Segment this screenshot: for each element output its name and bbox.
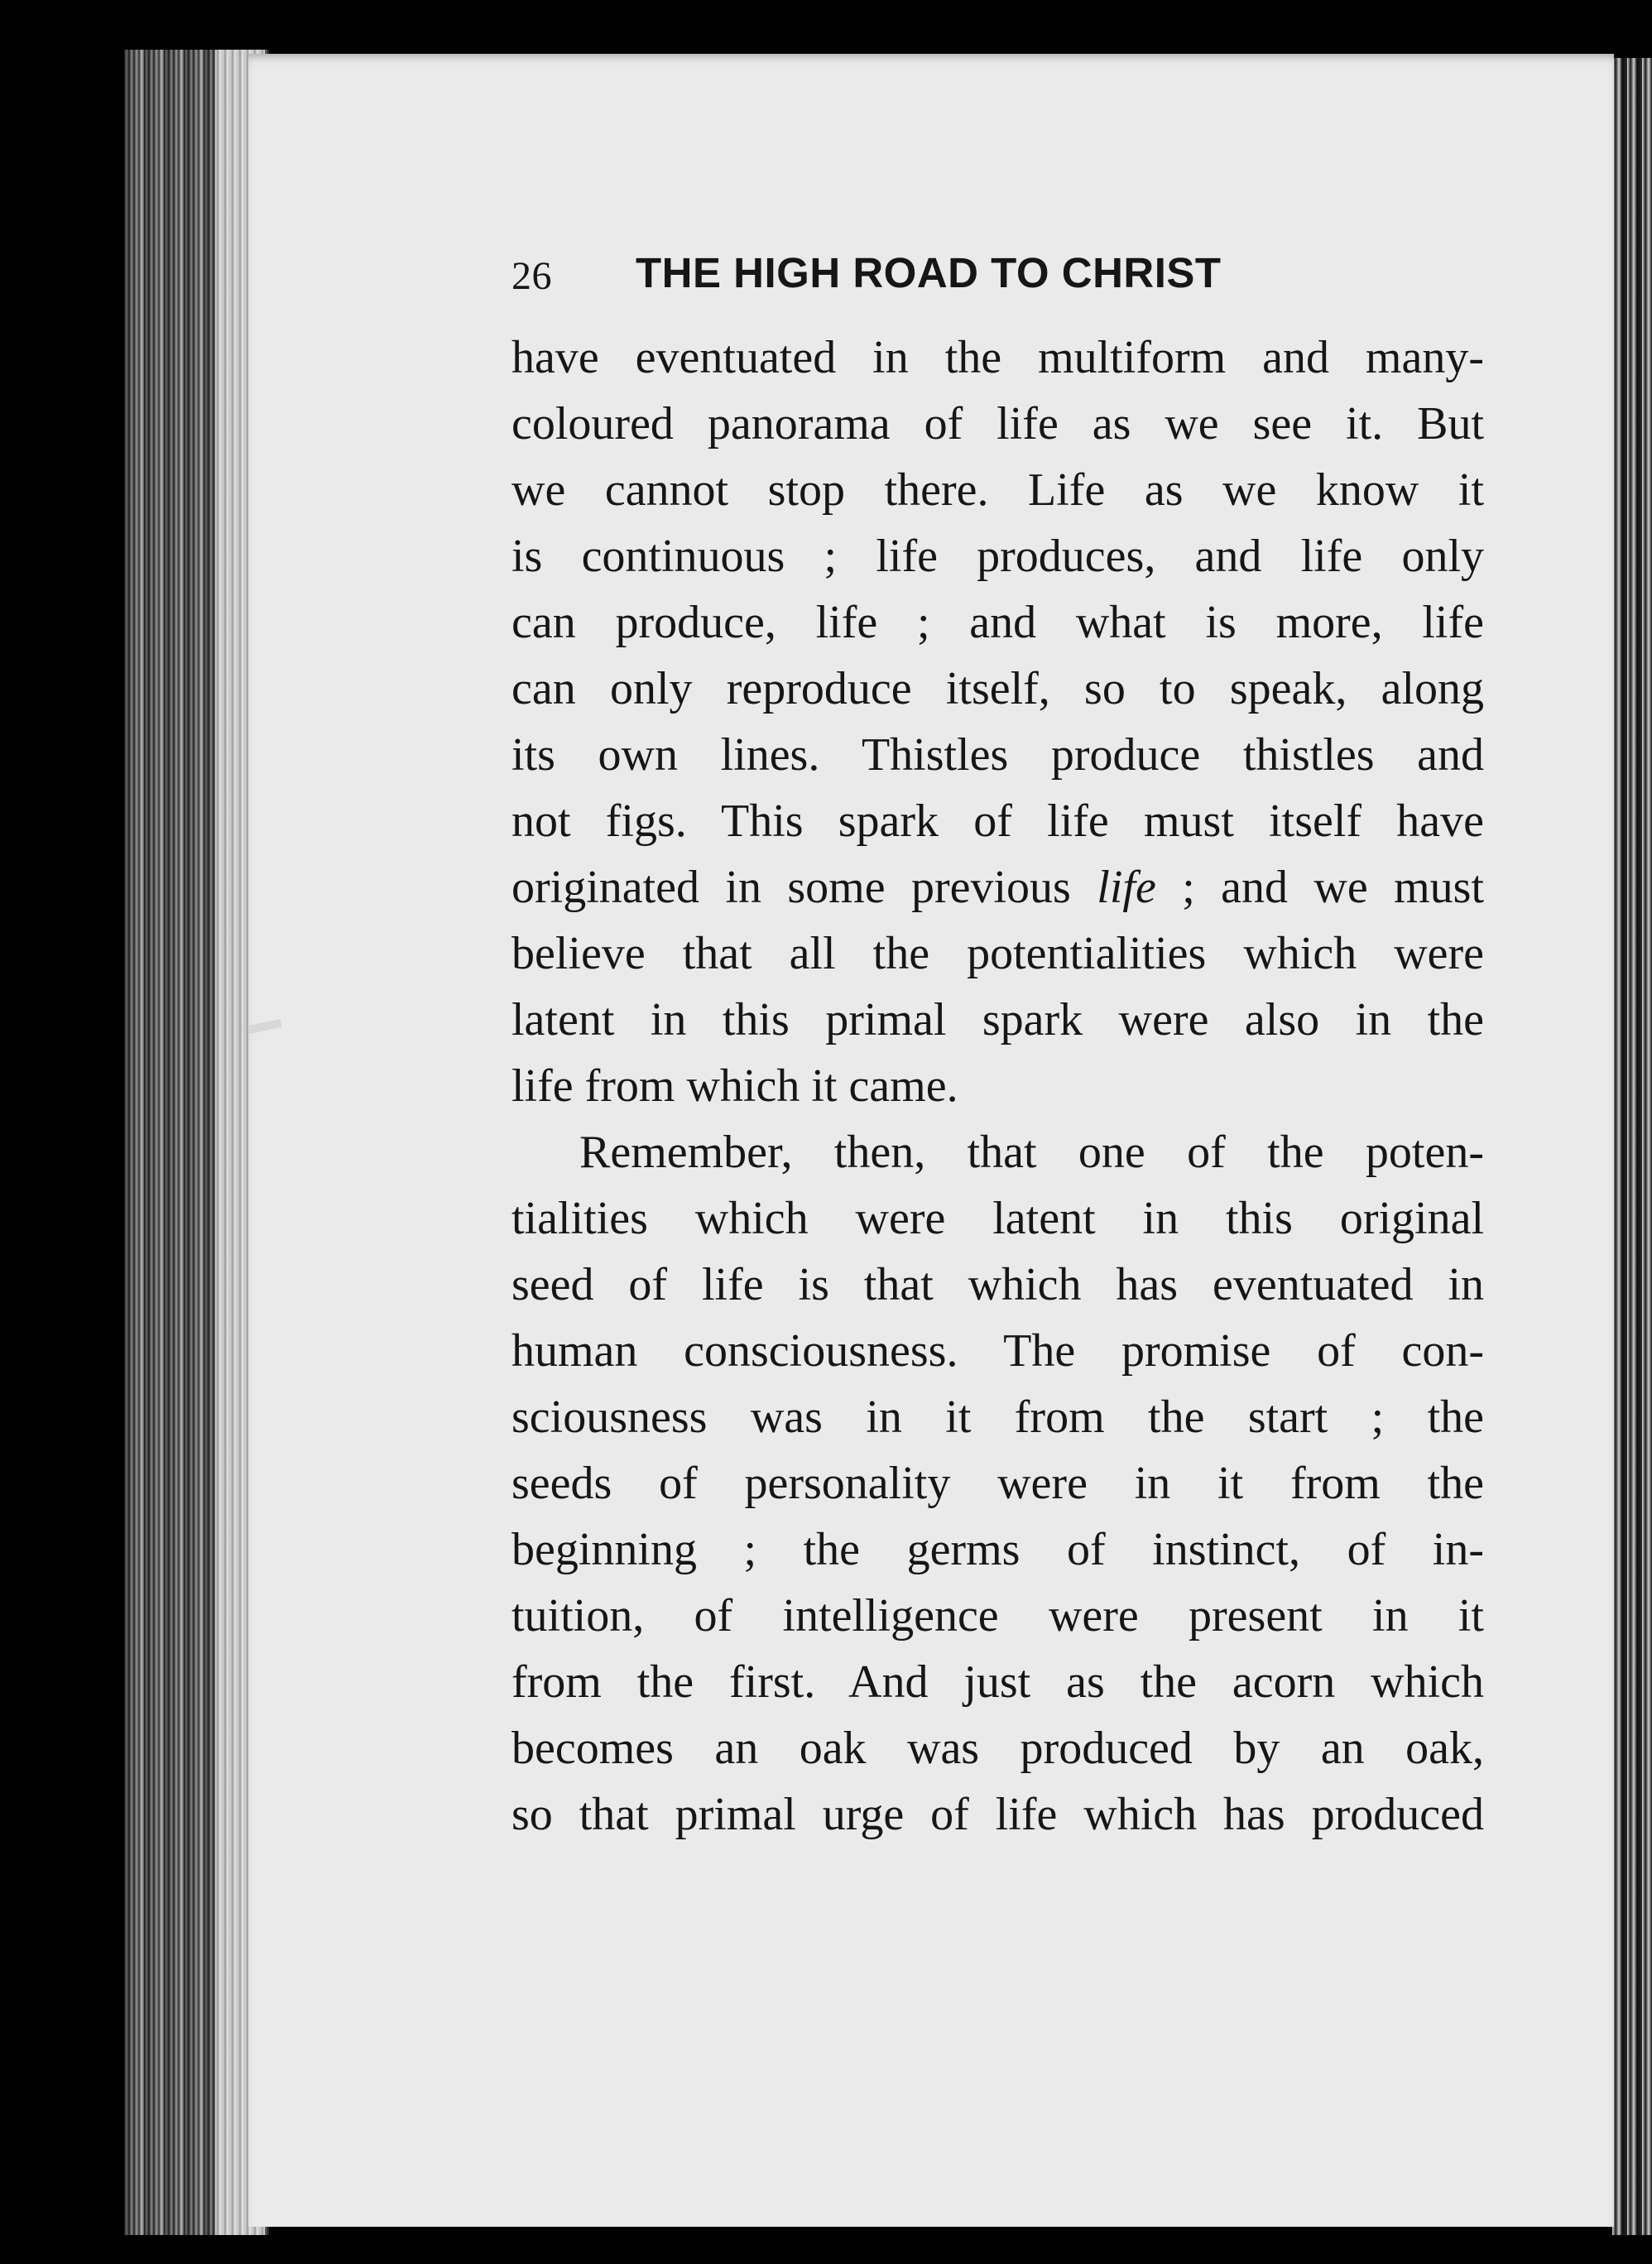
text-line: becomes an oak was produced by an oak,	[511, 1723, 1484, 1774]
text-line: we cannot stop there. Life as we know it	[511, 464, 1484, 516]
text-line: life from which it came.	[511, 1060, 958, 1112]
text-line: can produce, life ; and what is more, life	[511, 597, 1484, 648]
paragraph-2	[511, 1119, 1484, 1848]
text-line: tialities which were latent in this original	[511, 1193, 1484, 1244]
text-line: human consciousness. The promise of con-	[511, 1325, 1484, 1377]
text-line: believe that all the potentialities which were	[511, 928, 1484, 979]
scan-artifact	[247, 1019, 281, 1034]
text-line: sciousness was in it from the start ; the	[511, 1392, 1484, 1443]
text-line: not figs. This spark of life must itself have	[511, 796, 1484, 847]
text-line: from the first. And just as the acorn which	[511, 1656, 1484, 1708]
running-head	[511, 248, 1484, 315]
text-line: its own lines. Thistles produce thistles and	[511, 729, 1484, 781]
text-line: coloured panorama of life as we see it. But	[511, 398, 1484, 449]
running-title: THE HIGH ROAD TO CHRIST	[636, 249, 1222, 296]
italic-word: life	[1097, 862, 1156, 913]
text-line: seeds of personality were in it from the	[511, 1458, 1484, 1509]
text-segment: ; and we must	[1182, 862, 1485, 913]
page-number: 26	[511, 254, 552, 298]
text-line: have eventuated in the multiform and many-	[511, 332, 1484, 383]
text-line: latent in this primal spark were also in the	[511, 994, 1484, 1045]
page-edges-right	[1612, 58, 1652, 2235]
text-line: can only reproduce itself, so to speak, along	[511, 663, 1484, 714]
text-line: tuition, of intelligence were present in it	[511, 1590, 1484, 1642]
paragraph-1	[511, 324, 1484, 1119]
text-line-with-italic	[511, 854, 1484, 921]
text-block	[511, 248, 1484, 1848]
text-line: Remember, then, that one of the poten-	[579, 1127, 1484, 1178]
text-line: beginning ; the germs of instinct, of in-	[511, 1524, 1484, 1575]
text-line: seed of life is that which has eventuated in	[511, 1259, 1484, 1310]
text-line: so that primal urge of life which has produced	[511, 1789, 1484, 1840]
body-text	[511, 324, 1484, 1848]
text-line: is continuous ; life produces, and life only	[511, 531, 1484, 582]
text-segment: originated in some previous	[511, 862, 1071, 913]
